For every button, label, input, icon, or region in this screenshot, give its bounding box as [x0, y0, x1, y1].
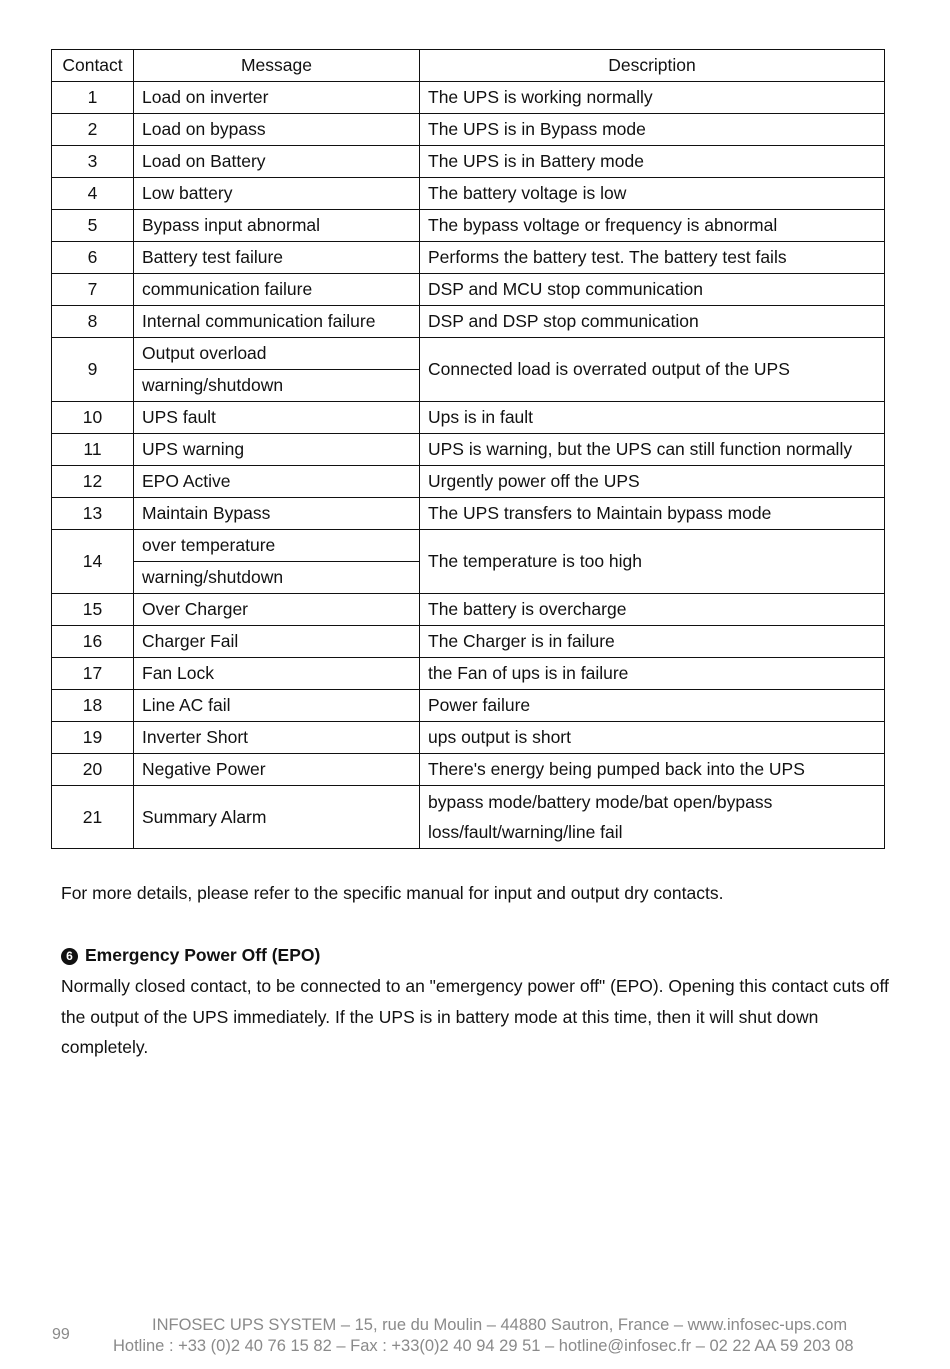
description-cell: DSP and DSP stop communication — [420, 306, 885, 338]
description-cell: Performs the battery test. The battery test fails — [420, 242, 885, 274]
table-row — [52, 466, 885, 498]
message-cell: UPS fault — [134, 402, 420, 434]
message-cell: Battery test failure — [134, 242, 420, 274]
message-cell-continued: warning/shutdown — [134, 370, 420, 402]
table-row — [52, 338, 885, 370]
description-cell: UPS is warning, but the UPS can still function normally — [420, 434, 885, 466]
contact-number: 5 — [52, 210, 134, 242]
description-cell: The battery is overcharge — [420, 594, 885, 626]
message-cell-continued: warning/shutdown — [134, 562, 420, 594]
table-row — [52, 690, 885, 722]
page-number: 99 — [52, 1326, 70, 1343]
contact-number: 21 — [52, 786, 134, 849]
table-row — [52, 626, 885, 658]
dry-contact-table — [51, 49, 885, 849]
epo-paragraph: Normally closed contact, to be connected to an "emergency power off" (EPO). Opening this contact cuts off the output of the UPS immediately. If the UPS is in battery mode at this time, then it will shut down completely. — [61, 976, 889, 1057]
table-row — [52, 242, 885, 274]
contact-number: 13 — [52, 498, 134, 530]
message-cell: Negative Power — [134, 754, 420, 786]
description-cell: ups output is short — [420, 722, 885, 754]
table-row — [52, 146, 885, 178]
contact-number: 12 — [52, 466, 134, 498]
table-row — [52, 722, 885, 754]
contact-number: 11 — [52, 434, 134, 466]
section-number-badge: 6 — [61, 948, 78, 965]
contact-number: 17 — [52, 658, 134, 690]
contact-number: 4 — [52, 178, 134, 210]
table-row — [52, 754, 885, 786]
footer-contact: Hotline : +33 (0)2 40 76 15 82 – Fax : +33(0)2 40 94 29 51 – hotline@infosec.fr – 02 22 AA 59 203 08 — [113, 1337, 854, 1355]
message-cell: Maintain Bypass — [134, 498, 420, 530]
description-cell: There's energy being pumped back into the UPS — [420, 754, 885, 786]
description-cell: Ups is in fault — [420, 402, 885, 434]
description-cell: DSP and MCU stop communication — [420, 274, 885, 306]
message-cell: Internal communication failure — [134, 306, 420, 338]
message-cell: Summary Alarm — [134, 786, 420, 849]
table-row — [52, 786, 885, 849]
header-description: Description — [420, 50, 885, 82]
table-row — [52, 114, 885, 146]
contact-number: 1 — [52, 82, 134, 114]
footer-address: INFOSEC UPS SYSTEM – 15, rue du Moulin – 44880 Sautron, France – www.infosec-ups.com — [152, 1316, 848, 1334]
description-cell: The battery voltage is low — [420, 178, 885, 210]
table-row — [52, 82, 885, 114]
contact-number: 7 — [52, 274, 134, 306]
table-row — [52, 658, 885, 690]
description-cell: the Fan of ups is in failure — [420, 658, 885, 690]
contact-number: 15 — [52, 594, 134, 626]
table-row — [52, 402, 885, 434]
header-message: Message — [134, 50, 420, 82]
contact-number: 10 — [52, 402, 134, 434]
message-cell: Bypass input abnormal — [134, 210, 420, 242]
message-cell: Line AC fail — [134, 690, 420, 722]
table-row — [52, 530, 885, 562]
contact-number: 6 — [52, 242, 134, 274]
description-cell: The temperature is too high — [420, 530, 885, 594]
contact-number: 2 — [52, 114, 134, 146]
message-cell: Load on bypass — [134, 114, 420, 146]
table-row — [52, 594, 885, 626]
message-cell: Over Charger — [134, 594, 420, 626]
description-cell: The UPS is in Bypass mode — [420, 114, 885, 146]
contact-number: 8 — [52, 306, 134, 338]
table-row — [52, 434, 885, 466]
message-cell: Fan Lock — [134, 658, 420, 690]
epo-section-heading — [61, 945, 320, 966]
table-row — [52, 210, 885, 242]
message-cell: communication failure — [134, 274, 420, 306]
description-cell: The UPS is in Battery mode — [420, 146, 885, 178]
contact-number: 3 — [52, 146, 134, 178]
table-row — [52, 274, 885, 306]
table-header-row — [52, 50, 885, 82]
header-contact: Contact — [52, 50, 134, 82]
description-cell: Power failure — [420, 690, 885, 722]
description-cell: Urgently power off the UPS — [420, 466, 885, 498]
table-row — [52, 306, 885, 338]
message-cell: UPS warning — [134, 434, 420, 466]
table-row — [52, 178, 885, 210]
message-cell: Load on inverter — [134, 82, 420, 114]
description-cell: The Charger is in failure — [420, 626, 885, 658]
message-cell: EPO Active — [134, 466, 420, 498]
description-cell: Connected load is overrated output of the UPS — [420, 338, 885, 402]
contact-number: 16 — [52, 626, 134, 658]
epo-heading-text: Emergency Power Off (EPO) — [85, 945, 321, 965]
contact-number: 19 — [52, 722, 134, 754]
description-cell: The UPS is working normally — [420, 82, 885, 114]
message-cell: Output overload — [134, 338, 420, 370]
contact-number: 14 — [52, 530, 134, 594]
table-row — [52, 498, 885, 530]
message-cell: Inverter Short — [134, 722, 420, 754]
message-cell: Load on Battery — [134, 146, 420, 178]
description-cell: The bypass voltage or frequency is abnormal — [420, 210, 885, 242]
description-cell: The UPS transfers to Maintain bypass mode — [420, 498, 885, 530]
description-cell: bypass mode/battery mode/bat open/bypass loss/fault/warning/line fail — [420, 786, 885, 849]
message-cell: Low battery — [134, 178, 420, 210]
message-cell: Charger Fail — [134, 626, 420, 658]
refer-paragraph: For more details, please refer to the specific manual for input and output dry contacts. — [61, 883, 724, 903]
message-cell: over temperature — [134, 530, 420, 562]
contact-number: 18 — [52, 690, 134, 722]
contact-number: 20 — [52, 754, 134, 786]
contact-number: 9 — [52, 338, 134, 402]
